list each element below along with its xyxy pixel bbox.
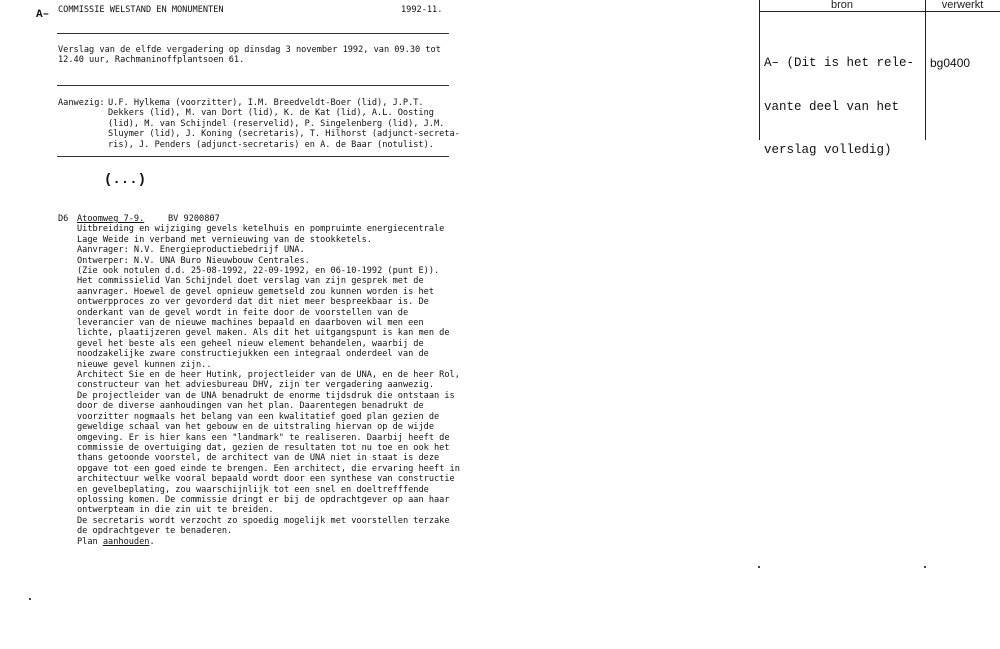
attendance-line: Dekkers (lid), M. van Dort (lid), K. de Kat (lid), A.L. Oosting (108, 108, 434, 119)
divider (57, 156, 449, 157)
attendance-line: U.F. Hylkema (voorzitter), I.M. Breedveldt-Boer (lid), J.P.T. (108, 98, 424, 108)
item-line: noodzakelijke zware constructiejukken een integraal onderdeel van de (77, 349, 429, 360)
scan-speck (758, 566, 760, 568)
archive-table (759, 0, 1000, 157)
item-line: leverancier van de nieuwe machines bepaald en daarboven wil men een (77, 318, 424, 329)
divider (57, 85, 449, 86)
item-line: Uitbreiding en wijziging gevels ketelhuis en pompruimte energiecentrale (77, 224, 445, 235)
bron-cell (764, 27, 914, 187)
item-line: Het commissielid Van Schijndel doet verslag van zijn gesprek met de (77, 276, 424, 287)
item-line: Ontwerper: N.V. UNA Buro Nieuwbouw Centrales. (77, 255, 310, 266)
item-line: onderkant van de gevel wordt in feite door de voorstellen van de (77, 307, 409, 318)
item-line: (Zie ook notulen d.d. 25-08-1992, 22-09-1992, en 06-10-1992 (punt E)). (77, 266, 440, 277)
item-line: omgeving. Er is hier kans een "landmark" te realiseren. Daarbij heeft de (77, 432, 450, 443)
item-address: Atoomweg 7-9. (77, 214, 145, 224)
report-line: Verslag van de elfde vergadering op dinsdag 3 november 1992, van 09.30 tot (58, 45, 441, 55)
item-line: constructeur van het adviesbureau DHV, zijn ter vergadering aanwezig. (77, 380, 434, 391)
item-code: D6 (58, 214, 69, 224)
document-title: COMMISSIE WELSTAND EN MONUMENTEN (58, 5, 224, 15)
item-line: Lage Weide in verband met vernieuwing van de stookketels. (77, 234, 372, 245)
bron-line: vante deel van het (764, 99, 900, 114)
attendance-line: Sluymer (lid), J. Koning (secretaris), T. Hilhorst (adjunct-secreta- (108, 129, 460, 140)
col-header-bron: bron (759, 0, 925, 12)
report-intro (58, 45, 441, 66)
decision-value: aanhouden (102, 536, 150, 547)
table-border-left (759, 0, 760, 140)
report-line: 12.40 uur, Rachmaninoffplantsoen 61. (58, 55, 245, 66)
attendance-line: (lid), M. van Schijndel (reservelid), P. Singelenberg (lid), J.M. (108, 118, 445, 129)
col-header-verwerkt: verwerkt (925, 0, 1000, 12)
margin-mark: A– (36, 9, 50, 21)
item-line: opgave tot een goed einde te brengen. Een architect, die ervaring heeft in (77, 463, 460, 474)
item-line: lichte, plaatijzeren gevel maken. Als dit het uitgangspunt is kan men de (77, 328, 450, 339)
item-line: De projectleider van de UNA benadrukt de enorme tijdsdruk die ontstaan is (77, 390, 455, 401)
decision-suffix: . (149, 536, 155, 547)
item-line: en gevelbeplating, zou waarschijnlijk tot een snel en doeltrefffende (77, 484, 429, 495)
bron-line: A– (Dit is het rele- (764, 56, 915, 70)
table-border-middle (925, 0, 926, 140)
divider (57, 33, 449, 34)
bron-line: verslag volledig) (764, 143, 892, 157)
item-line: de opdrachtgever te benaderen. (77, 526, 233, 537)
item-decision (77, 537, 460, 547)
item-line: gevel het beste als een geheel nieuw element behandelen, waarbij de (77, 338, 424, 349)
item-line: voorzitter nogmaals het belang van een kwalitatief goed plan gezien de (77, 411, 440, 422)
item-line: thans getoonde voorstel, de architect van de UNA niet in staat is deze (77, 453, 440, 464)
item-line: De secretaris wordt verzocht zo spoedig mogelijk met voorstellen terzake (77, 515, 450, 526)
attendance-line: ris), J. Penders (adjunct-secretaris) en A. de Baar (notulist). (108, 139, 434, 150)
verwerkt-cell: bg0400 (930, 56, 971, 70)
item-line: nieuwe gevel kunnen zijn.. (77, 359, 212, 370)
attendance-list (108, 98, 460, 150)
item-line: Architect Sie en de heer Hutink, projectleider van de UNA, en de heer Rol, (77, 370, 460, 381)
scan-speck (29, 598, 31, 600)
item-line: architectuur welke vooral bepaald wordt door een synthese van constructie (77, 474, 455, 485)
document-reference: 1992-11. (401, 5, 443, 15)
item-line: commissie de overtuiging dat, gezien de resultaten tot nu toe en ook het (77, 442, 450, 453)
item-line: geweldige schaal van het gebouw en de uitstraling hiervan op de wijde (77, 422, 434, 433)
item-line: ontwerpteam in die zin uit te breiden. (77, 505, 274, 516)
item-line: ontwerpproces zo ver gevorderd dat dit niet meer bespreekbaar is. De (77, 297, 429, 308)
item-line: oplossing komen. De commissie dringt er bij de opdrachtgever op aan haar (77, 494, 450, 505)
decision-prefix: Plan (77, 536, 103, 547)
item-line: aanvrager. Hoewel de gevel opnieuw gemetseld zou kunnen worden is het (77, 286, 434, 297)
scan-speck (924, 566, 926, 568)
item-line: Aanvrager: N.V. Energieproductiebedrijf UNA. (77, 245, 305, 256)
item-line: door de diverse aanhoudingen van het plan. Daarentegen benadrukt de (77, 401, 424, 412)
omission-mark: (...) (104, 172, 147, 188)
item-body (77, 224, 460, 547)
attendance-label: Aanwezig: (58, 98, 105, 108)
item-case-number: BV 9200807 (168, 214, 220, 224)
